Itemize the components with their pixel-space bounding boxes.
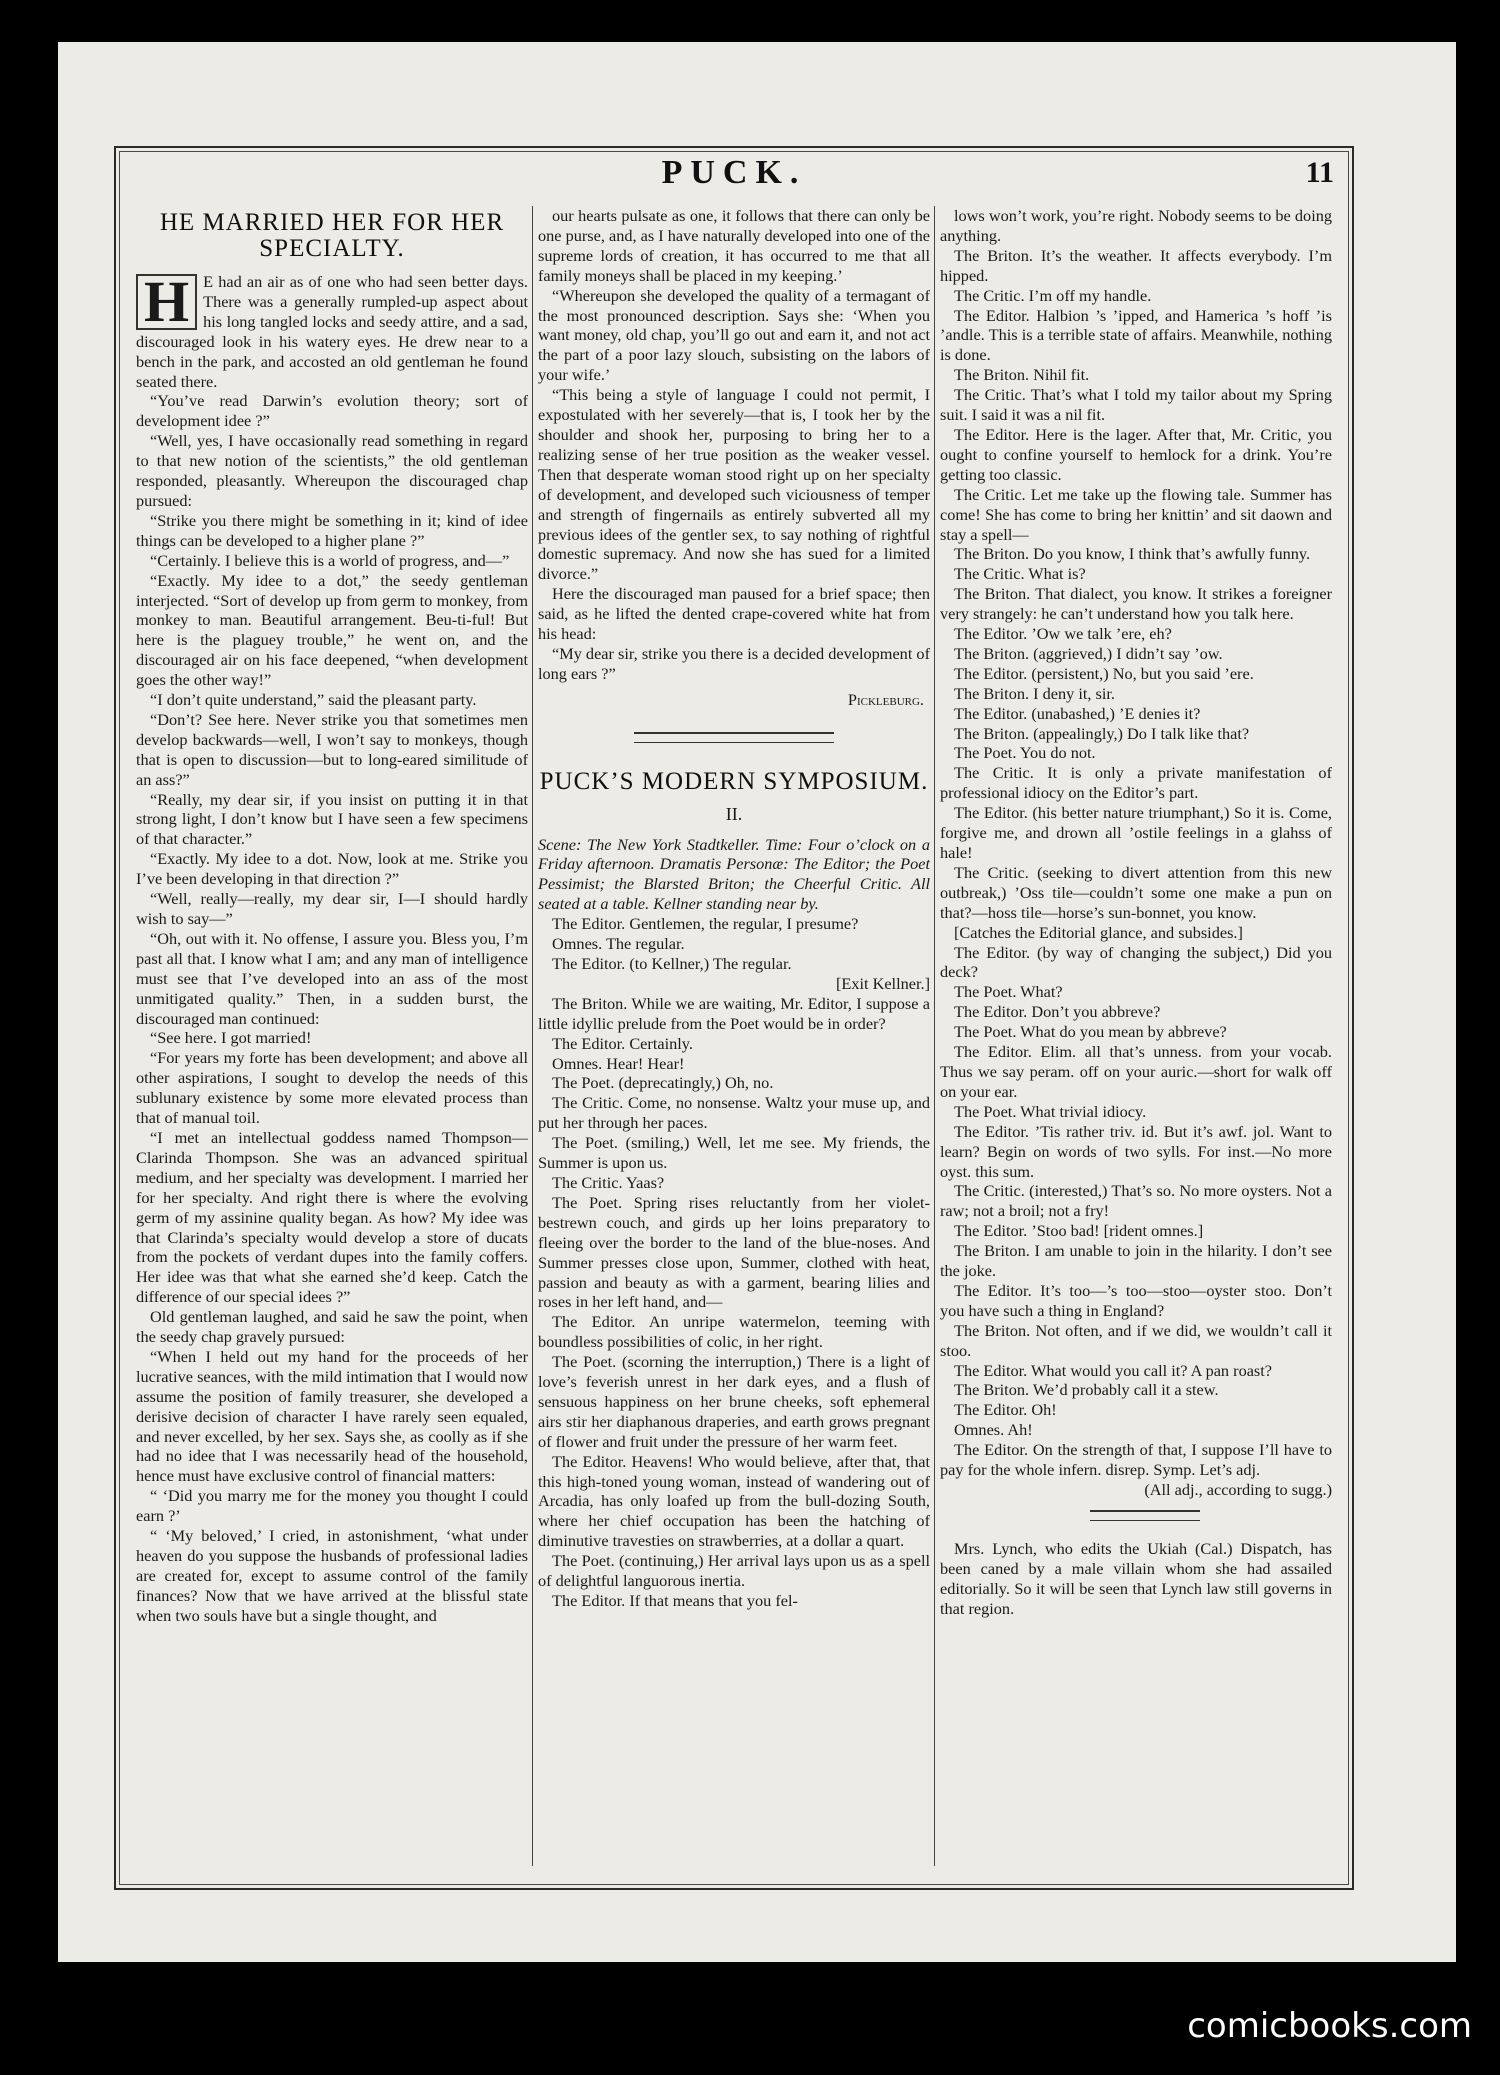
dialogue-line: The Poet. What? (954, 982, 1063, 1002)
story-paragraph: Old gentleman laughed, and said he saw the point, when the seedy chap gravely pursued: (136, 1307, 528, 1347)
dialogue-line: The Editor. Here is the lager. After that, Mr. Critic, you ought to confine yourself to hemlock for a drink. You’re getting too classic. (940, 424, 1332, 484)
story-paragraph: “Certainly. I believe this is a world of progress, and—” (150, 550, 510, 570)
masthead (114, 146, 1354, 202)
dialogue-line: The Briton. That dialect, you know. It strikes a foreigner very strangely: he can’t understand how you talk here. (940, 584, 1332, 624)
dialogue-line: The Briton. Nihil fit. (954, 365, 1090, 385)
story-paragraph: our hearts pulsate as one, it follows that there can only be one purse, and, as I have naturally developed into one of the supreme lords of creation, it has occurred to me that all family moneys shall be placed in my keeping.’ (538, 206, 930, 285)
dialogue-line: The Critic. Let me take up the flowing tale. Summer has come! She has come to bring her knittin’ and sit daown and stay a spell— (940, 484, 1332, 544)
watermark: comicbooks.com (1187, 2006, 1472, 2046)
dialogue-line: The Editor. What would you call it? A pan roast? (954, 1360, 1273, 1380)
story-paragraph: “Oh, out with it. No offense, I assure you. Bless you, I’m past all that. I know what I am; and any man of intelligence must see that I’ve developed into an ass of the most unmitigated quality.” Then, in a sudden burst, the discouraged man continued: (136, 928, 528, 1028)
dialogue-line: The Editor. It’s too—’s too—stoo—oyster stoo. Don’t you have such a thing in England? (940, 1280, 1332, 1320)
story-paragraph: “For years my forte has been development; and above all other aspirations, I sought to develop the needs of this sublunary existence by some more elevated process than that of manual toil. (136, 1048, 528, 1128)
section-divider (634, 732, 834, 743)
story-paragraph: “This being a style of language I could not permit, I expostulated with her severely—that is, I took her by the shoulder and shook her, purposing to bring her to a realizing sense of her true position as the weaker vessel. Then that desperate woman stood right up on her specialty of development, and developed such viciousness of temper and strength of fingernails as entirely subverted all my previous idees of the gentler sex, to say nothing of rightful domestic supremacy. And now she has sued for a limited divorce.” (538, 385, 930, 584)
story-paragraph: “You’ve read Darwin’s evolution theory; sort of development idee ?” (136, 391, 528, 431)
dialogue-line: The Editor. (to Kellner,) The regular. (552, 954, 792, 973)
dialogue-line: The Briton. We’d probably call it a stew. (954, 1380, 1219, 1400)
symposium-headline: PUCK’S MODERN SYMPOSIUM. (539, 767, 929, 795)
dialogue-line: The Briton. Do you know, I think that’s awfully funny. (954, 544, 1311, 564)
story-paragraph (136, 269, 528, 391)
story-paragraph: “My dear sir, strike you there is a decided development of long ears ?” (538, 643, 930, 683)
dialogue-line: The Critic. I’m off my handle. (954, 285, 1152, 305)
dialogue-line: The Critic. It is only a private manifestation of professional idiocy on the Editor’s part. (940, 763, 1332, 803)
dialogue-line: The Critic. (seeking to divert attention from this new outbreak,) ’Oss tile—couldn’t some one make a pun on that?—hoss tile—horse’s sun-bonnet, you know. (940, 862, 1332, 922)
dialogue-line: The Critic. What is? (954, 564, 1086, 584)
story-paragraph: “When I held out my hand for the proceeds of her lucrative seances, with the mild intimation that I would now assume the position of family treasurer, she developed a derisive decision of character I have rarely seen equaled, and never excelled, by her sex. Says she, as coolly as if she had no idee that I was necessarily head of the household, hence must have exclusive control of financial matters: (136, 1346, 528, 1486)
column-2 (538, 206, 930, 1871)
column-rule (532, 206, 533, 1866)
dialogue-line: Omnes. Hear! Hear! (552, 1053, 685, 1073)
dialogue-line: The Poet. (scorning the interruption,) There is a light of love’s feverish unrest in her dark eyes, and a flush of sensuous happiness on her brune cheeks, soft ephemeral airs stir her diaphanous draperies, and earth grows pregnant of flower and fruit under the pressure of her warm feet. (538, 1352, 930, 1451)
dialogue-line: The Editor. An unripe watermelon, teeming with boundless possibilities of colic, in her right. (538, 1312, 930, 1352)
dialogue-line: The Editor. If that means that you fel- (552, 1591, 798, 1610)
dialogue-line: The Briton. While we are waiting, Mr. Editor, I suppose a little idyllic prelude from the Poet would be in order? (538, 993, 930, 1033)
dialogue-line: (All adj., according to sugg.) (1144, 1480, 1332, 1499)
story-paragraph: “Well, really—really, my dear sir, I—I should hardly wish to say—” (136, 889, 528, 928)
story-paragraph: “I don’t quite understand,” said the pleasant party. (150, 690, 477, 710)
dialogue-line: The Editor. ’Ow we talk ’ere, eh? (954, 624, 1172, 644)
dialogue-line: Omnes. The regular. (552, 934, 685, 954)
dialogue-line: The Critic. (interested,) That’s so. No more oysters. Not a raw; not a broil; not a fry! (940, 1181, 1332, 1221)
dialogue-line: The Editor. Certainly. (552, 1033, 693, 1053)
dialogue-line: The Briton. (aggrieved,) I didn’t say ’ow. (954, 643, 1223, 663)
dialogue-line: The Briton. I deny it, sir. (954, 683, 1115, 703)
story-paragraph: “See here. I got married! (150, 1028, 312, 1048)
page-number: 11 (1305, 156, 1334, 189)
dialogue-line: The Editor. Don’t you abbreve? (954, 1002, 1161, 1022)
dialogue-line: The Editor. (persistent,) No, but you said ’ere. (954, 663, 1254, 683)
dialogue-line: The Editor. Halbion ’s ’ipped, and Hamerica ’s hoff ’is ’andle. This is a terrible state of affairs. Meanwhile, nothing is done. (940, 305, 1332, 365)
masthead-title: PUCK. (661, 154, 807, 191)
symposium-dialogue-continued (940, 206, 1332, 1500)
dialogue-line: The Poet. (deprecatingly,) Oh, no. (552, 1073, 774, 1093)
dialogue-line: [Catches the Editorial glance, and subsides.] (954, 922, 1243, 942)
dialogue-line: The Poet. You do not. (954, 743, 1096, 763)
dialogue-line: The Poet. (smiling,) Well, let me see. My friends, the Summer is upon us. (538, 1133, 930, 1173)
symposium-number: II. (725, 803, 743, 824)
dialogue-line: The Editor. (unabashed,) ’E denies it? (954, 703, 1201, 723)
dialogue-line: The Editor. Heavens! Who would believe, after that, that this high-toned young woman, instead of wandering out of Arcadia, has only loafed up from the bull-dozing South, where her chief occupation has been the hatching of diminutive travesties on strawberries, at a dollar a quart. (538, 1451, 930, 1551)
story-paragraph: “Well, yes, I have occasionally read something in regard to that new notion of the scientists,” the old gentleman responded, pleasantly. Whereupon the discouraged chap pursued: (136, 431, 528, 510)
column-rule (934, 206, 935, 1866)
story-paragraph: “I met an intellectual goddess named Thompson—Clarinda Thompson. She was an advanced spiritual medium, and her specialty was development. I married her for her specialty. And right there is where the evolving germ of my assinine quality began. As how? My idee was that Clarinda’s specialty would develop a store of ducats from the pockets of verdant dupes into the family coffers. Her idee was that what she earned she’d keep. Catch the difference of our special idees ?” (136, 1127, 528, 1307)
column-1 (136, 206, 528, 1871)
dialogue-line: Omnes. Ah! (954, 1420, 1033, 1440)
dialogue-line: The Critic. That’s what I told my tailor about my Spring suit. I said it was a nil fit. (940, 385, 1332, 425)
symposium-scene: Scene: The New York Stadtkeller. Time: Four o’clock on a Friday afternoon. Dramatis Personæ: The Editor; the Poet Pessimist; the Blarsted Briton; the Cheerful Critic. All seated at a table. Kellner standing near by. (538, 834, 930, 914)
story-body (136, 269, 528, 1626)
story-headline: HE MARRIED HER FOR HER SPECIALTY. (159, 209, 505, 262)
dialogue-line: The Poet. What do you mean by abbreve? (954, 1022, 1227, 1042)
story-paragraph: “Whereupon she developed the quality of a termagant of the most pronounced description. Says she: ‘When you want money, old chap, you’ll go out and earn it, and not act the part of a poor lazy slouch, subsisting on the labors of your wife.’ (538, 285, 930, 385)
story-paragraph: “Exactly. My idee to a dot,” the seedy gentleman interjected. “Sort of develop up from germ to monkey, from monkey to man. Beautiful arrangement. Beu-ti-ful! But here is the plaguey trouble,” he went on, and the discouraged air on his face deepened, “when development goes the other way!” (136, 570, 528, 690)
news-note: Mrs. Lynch, who edits the Ukiah (Cal.) Dispatch, has been caned by a male villain whom she had assailed editorially. So it will be seen that Lynch law still governs in that region. (940, 1538, 1332, 1618)
dialogue-line: The Critic. Come, no nonsense. Waltz your muse up, and put her through her paces. (538, 1093, 930, 1133)
story-paragraph: “ ‘Did you marry me for the money you thought I could earn ?’ (136, 1486, 528, 1526)
dialogue-line: The Editor. Elim. all that’s unness. from your vocab. Thus we say peram. off on your auric.—short for walk off on your ear. (940, 1042, 1332, 1101)
dialogue-line: The Poet. (continuing,) Her arrival lays upon us as a spell of delightful languorous inertia. (538, 1551, 930, 1591)
dialogue-line: [Exit Kellner.] (835, 973, 930, 993)
dialogue-line: The Poet. Spring rises reluctantly from her violet-bestrewn couch, and girds up her loins preparatory to fleeing over the border to the land of the blue-noses. And Summer presses close upon, Summer, clothed with heat, passion and beauty as with a garment, bearing lilies and roses in her left hand, and— (538, 1192, 930, 1312)
story-continuation (538, 206, 930, 684)
story-paragraph-text: E had an air as of one who had seen better days. There was a generally rumpled-up aspect about his long tangled locks and seedy attire, and a sad, discouraged look in his watery eyes. He drew near to a bench in the park, and accosted an old gentleman he found seated there. (136, 272, 528, 391)
dialogue-line: The Editor. Oh! (954, 1400, 1057, 1420)
section-divider (1090, 1510, 1200, 1521)
dialogue-line: The Editor. On the strength of that, I suppose I’ll have to pay for the whole infern. disrep. Symp. Let’s adj. (940, 1440, 1332, 1480)
dialogue-line: The Poet. What trivial idiocy. (954, 1101, 1147, 1121)
dialogue-line: The Editor. ’Stoo bad! [rident omnes.] (954, 1221, 1204, 1241)
dialogue-line: The Critic. Yaas? (552, 1172, 665, 1192)
story-paragraph: “Strike you there might be something in it; kind of idee things can be developed to a higher plane ?” (136, 510, 528, 550)
dialogue-line: The Editor. (his better nature triumphant,) So it is. Come, forgive me, and drown all ’ostile feelings in a glahss of hale! (940, 803, 1332, 862)
story-paragraph: Here the discouraged man paused for a brief space; then said, as he lifted the dented crape-covered white hat from his head: (538, 584, 930, 644)
story-paragraph: “Really, my dear sir, if you insist on putting it in that strong light, I don’t know but I have seen a few specimens of that character.” (136, 789, 528, 849)
dialogue-line: The Editor. ’Tis rather triv. id. But it’s awf. jol. Want to learn? Begin on words of two sylls. For inst.—No more oyst. this sum. (940, 1121, 1332, 1181)
story-paragraph: “Don’t? See here. Never strike you that sometimes men develop backwards—well, I won’t say to monkeys, though that is open to discussion—but to long-eared similitude of an ass?” (136, 709, 528, 789)
drop-cap: H (136, 274, 197, 330)
dialogue-line: lows won’t work, you’re right. Nobody seems to be doing anything. (940, 206, 1332, 245)
dialogue-line: The Editor. Gentlemen, the regular, I presume? (552, 914, 859, 934)
story-paragraph: “Exactly. My idee to a dot. Now, look at me. Strike you I’ve been developing in that direction ?” (136, 849, 528, 889)
column-3 (940, 206, 1332, 1871)
byline-signature: Pickleburg. (847, 689, 924, 709)
dialogue-line: The Briton. (appealingly,) Do I talk like that? (954, 723, 1250, 743)
story-paragraph: “ ‘My beloved,’ I cried, in astonishment, ‘what under heaven do you suppose the husbands of professional ladies are created for, except to assume control of the family finances? Now that we have arrived at the blissful state when two souls have but a single thought, and (136, 1526, 528, 1625)
symposium-dialogue (538, 914, 930, 1611)
dialogue-line: The Briton. Not often, and if we did, we wouldn’t call it stoo. (940, 1320, 1332, 1360)
dialogue-line: The Editor. (by way of changing the subject,) Did you deck? (940, 942, 1332, 982)
dialogue-line: The Briton. I am unable to join in the hilarity. I don’t see the joke. (940, 1241, 1332, 1281)
dialogue-line: The Briton. It’s the weather. It affects everybody. I’m hipped. (940, 245, 1332, 285)
